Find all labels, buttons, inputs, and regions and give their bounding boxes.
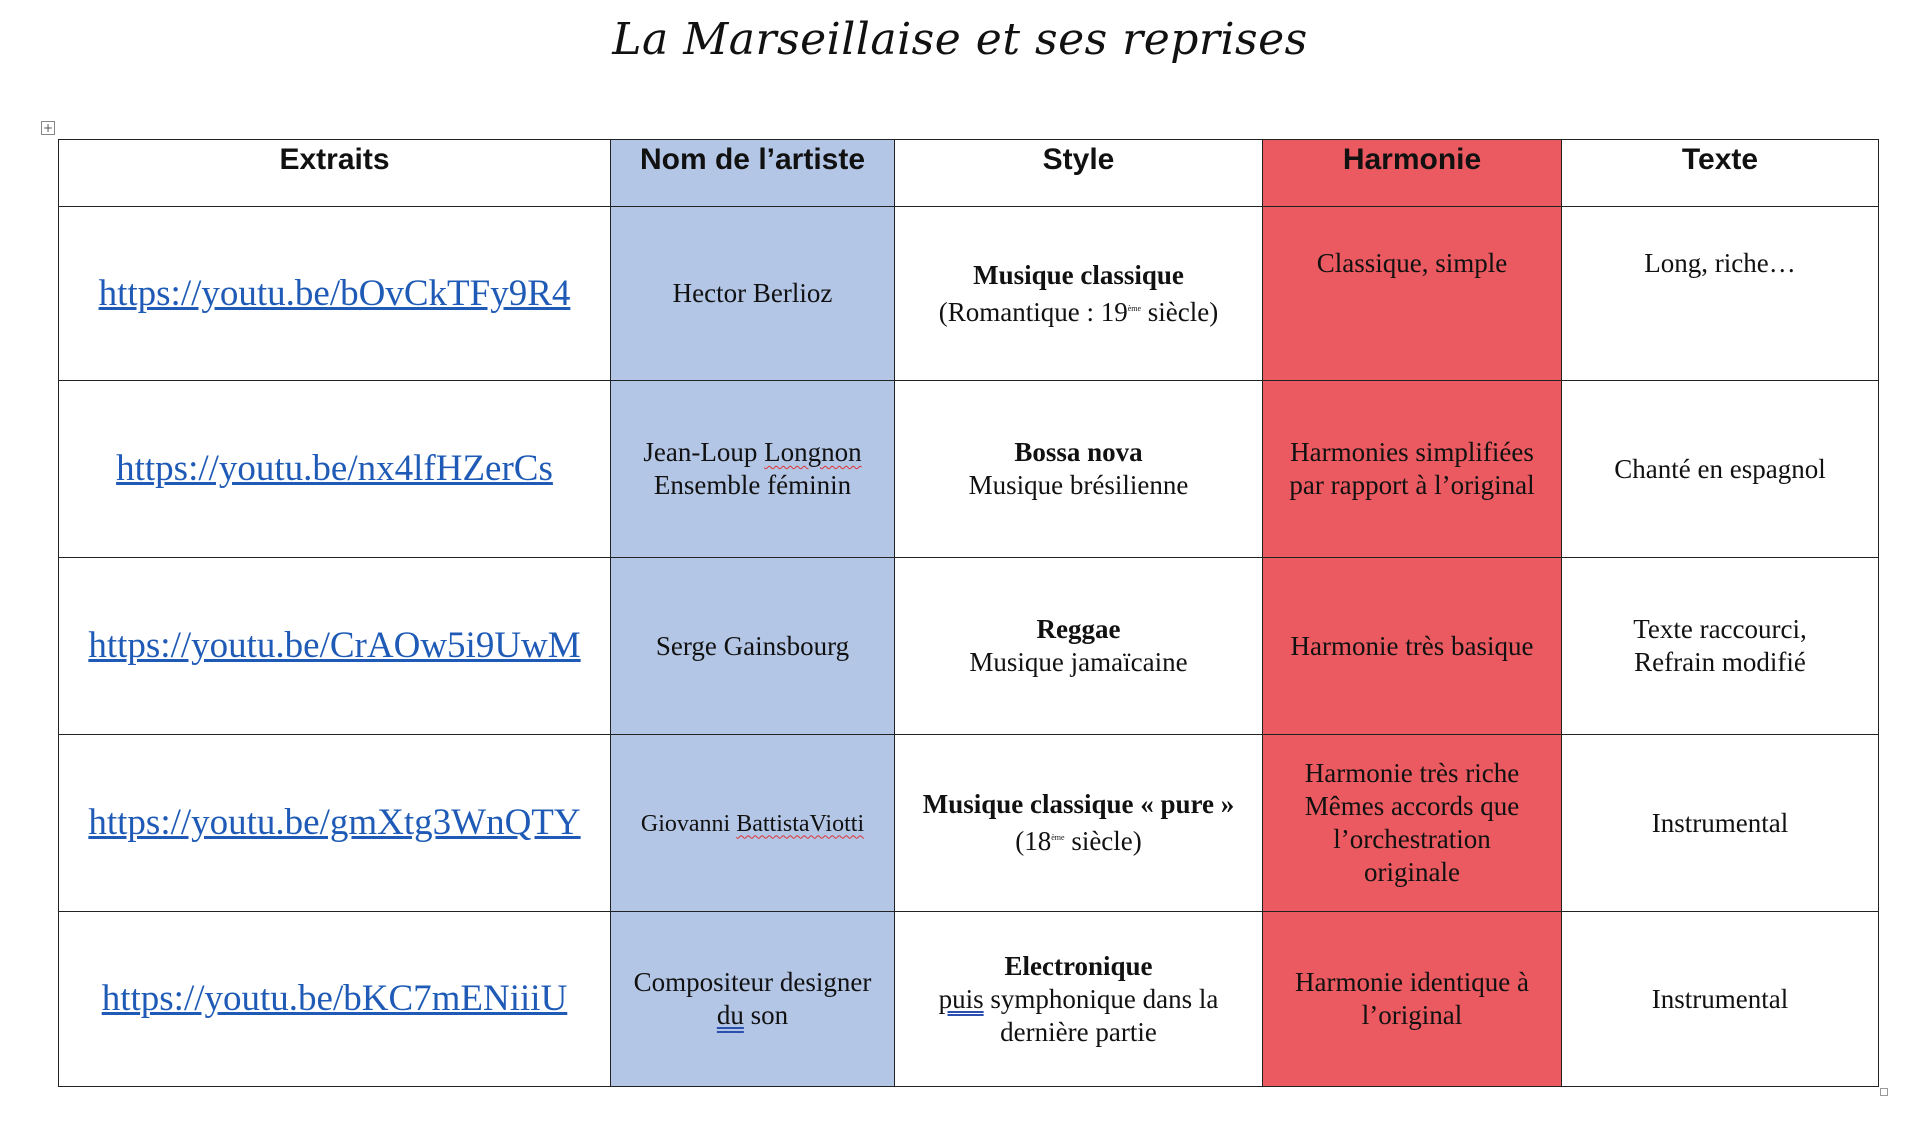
harmony-text: Harmonie très basique: [1290, 630, 1534, 661]
harmony-text: Harmonies simplifiées: [1290, 437, 1534, 467]
grammar-flag[interactable]: puis: [938, 983, 984, 1014]
cell-harmonie: [1263, 207, 1562, 381]
style-detail: puis symphonique dans la: [938, 983, 1219, 1014]
cell-texte: [1562, 207, 1879, 381]
cell-style: [895, 735, 1263, 912]
harmony-text: l’orchestration: [1333, 824, 1491, 854]
lyrics-note: Refrain modifié: [1634, 647, 1806, 677]
harmony-text: Harmonie très riche: [1304, 758, 1520, 788]
cell-extrait: [59, 558, 611, 735]
spelling-flag[interactable]: Longnon: [764, 437, 862, 467]
style-detail: dernière partie: [1000, 1016, 1157, 1047]
header-texte: Texte: [1562, 140, 1879, 207]
cell-harmonie: [1263, 912, 1562, 1087]
style-genre: Bossa nova: [1014, 437, 1143, 467]
table-row: [59, 207, 1879, 381]
cell-texte: [1562, 735, 1879, 912]
cell-artiste: [611, 558, 895, 735]
harmony-text: l’original: [1361, 1000, 1463, 1030]
youtube-link[interactable]: https://youtu.be/bOvCkTFy9R4: [98, 272, 571, 314]
spelling-flag[interactable]: BattistaViotti: [736, 810, 865, 837]
style-genre: Reggae: [1036, 614, 1121, 644]
table-move-handle-icon[interactable]: +: [42, 121, 54, 135]
artist-name: Serge Gainsbourg: [655, 630, 850, 661]
cell-extrait: [59, 381, 611, 558]
style-genre: Electronique: [1004, 950, 1153, 981]
cell-texte: [1562, 912, 1879, 1087]
cell-artiste: [611, 207, 895, 381]
artist-name: Giovanni BattistaViotti: [640, 810, 865, 837]
header-row: [59, 140, 1879, 207]
style-detail: (Romantique : 19ème siècle): [938, 296, 1219, 327]
lyrics-note: Instrumental: [1651, 983, 1789, 1014]
youtube-link[interactable]: https://youtu.be/CrAOw5i9UwM: [88, 625, 581, 666]
table-row: [59, 381, 1879, 558]
youtube-link[interactable]: https://youtu.be/bKC7mENiiiU: [101, 978, 568, 1019]
cell-style: [895, 207, 1263, 381]
cell-texte: [1562, 558, 1879, 735]
header-artiste: Nom de l’artiste: [611, 140, 895, 207]
document-title: La Marseillaise et ses reprises: [612, 14, 1308, 65]
artist-name: Jean-Loup Longnon: [643, 437, 862, 467]
table-row: [59, 912, 1879, 1087]
lyrics-note: Chanté en espagnol: [1614, 453, 1826, 484]
table-row: [59, 735, 1879, 912]
table-resize-handle-icon[interactable]: [1880, 1088, 1888, 1096]
header-style: Style: [895, 140, 1263, 207]
youtube-link[interactable]: https://youtu.be/gmXtg3WnQTY: [88, 802, 581, 843]
cell-extrait: [59, 207, 611, 381]
cell-texte: [1562, 381, 1879, 558]
header-extraits: Extraits: [59, 140, 611, 207]
style-genre: Musique classique « pure »: [922, 789, 1235, 819]
artist-ensemble: Ensemble féminin: [653, 470, 852, 500]
cell-artiste: [611, 912, 895, 1087]
table-row: [59, 558, 1879, 735]
style-genre: Musique classique: [973, 259, 1184, 290]
style-detail: (18ème siècle): [1015, 826, 1142, 856]
harmony-text: Mêmes accords que: [1304, 791, 1520, 821]
cell-style: [895, 381, 1263, 558]
cell-harmonie: [1263, 558, 1562, 735]
cell-extrait: [59, 735, 611, 912]
grammar-flag[interactable]: du: [716, 1000, 744, 1030]
header-harmonie: Harmonie: [1263, 140, 1562, 207]
cell-style: [895, 558, 1263, 735]
style-detail: Musique jamaïcaine: [969, 647, 1188, 677]
youtube-link[interactable]: https://youtu.be/nx4lfHZerCs: [116, 448, 553, 489]
harmony-text: originale: [1364, 857, 1460, 887]
cell-harmonie: [1263, 735, 1562, 912]
covers-table: [58, 139, 1879, 1087]
cell-style: [895, 912, 1263, 1087]
cell-harmonie: [1263, 381, 1562, 558]
artist-name: Compositeur designer: [633, 967, 872, 997]
lyrics-note: Instrumental: [1651, 807, 1789, 838]
lyrics-note: Long, riche…: [1644, 248, 1796, 278]
harmony-text: par rapport à l’original: [1289, 470, 1535, 500]
cell-artiste: [611, 735, 895, 912]
lyrics-note: Texte raccourci,: [1633, 614, 1807, 644]
artist-name: Hector Berlioz: [672, 278, 833, 308]
cell-extrait: [59, 912, 611, 1087]
artist-name: du son: [716, 1000, 789, 1030]
style-detail: Musique brésilienne: [968, 470, 1189, 500]
harmony-text: Harmonie identique à: [1295, 967, 1529, 997]
harmony-text: Classique, simple: [1316, 248, 1508, 278]
cell-artiste: [611, 381, 895, 558]
